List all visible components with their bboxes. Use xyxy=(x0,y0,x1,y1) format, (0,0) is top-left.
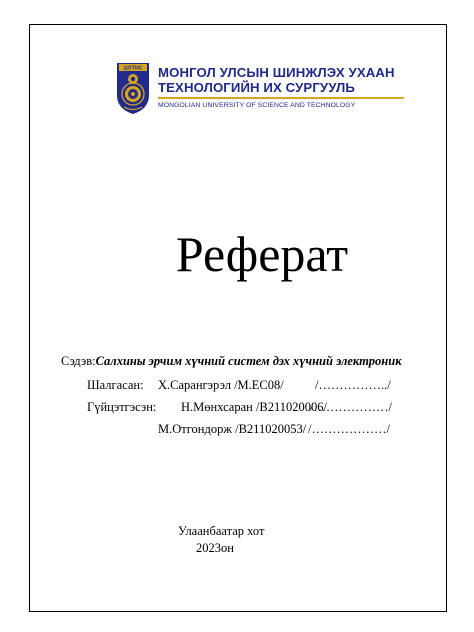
performer-signature: /………………/ xyxy=(308,422,390,436)
topic-label: Сэдэв: xyxy=(61,354,96,368)
university-name-english: MONGOLIAN UNIVERSITY OF SCIENCE AND TECHNOLOGY xyxy=(158,102,356,109)
performer-signature: /………………/ xyxy=(310,400,392,414)
emblem-badge-text: ШУТИС xyxy=(123,65,143,72)
university-logo xyxy=(115,59,395,119)
university-name-line1: МОНГОЛ УЛСЫН ШИНЖЛЭХ УХААН xyxy=(158,65,395,80)
logo-divider xyxy=(158,97,404,99)
topic-row xyxy=(61,354,402,369)
year: 2023он xyxy=(196,541,234,555)
university-name xyxy=(158,65,395,95)
university-name-line2: ТЕХНОЛОГИЙН ИХ СУРГУУЛЬ xyxy=(158,80,355,95)
performer-name: Н.Мөнхсаран /B211020006/ xyxy=(181,400,328,414)
checker-label: Шалгасан: xyxy=(87,378,144,392)
checker-name: Х.Сарангэрэл /M.EC08/ xyxy=(158,378,284,392)
city: Улаанбаатар хот xyxy=(178,524,265,538)
topic-text: Салхины эрчим хүчний систем дэх хүчний электроник xyxy=(95,354,402,368)
document-title: Реферат xyxy=(175,226,349,282)
checker-signature: /……………../ xyxy=(315,378,391,392)
performers-label: Гүйцэтгэсэн: xyxy=(87,400,157,414)
performer-name: М.Отгондорж /B211020053/ xyxy=(158,422,307,436)
university-emblem-icon xyxy=(115,59,151,115)
